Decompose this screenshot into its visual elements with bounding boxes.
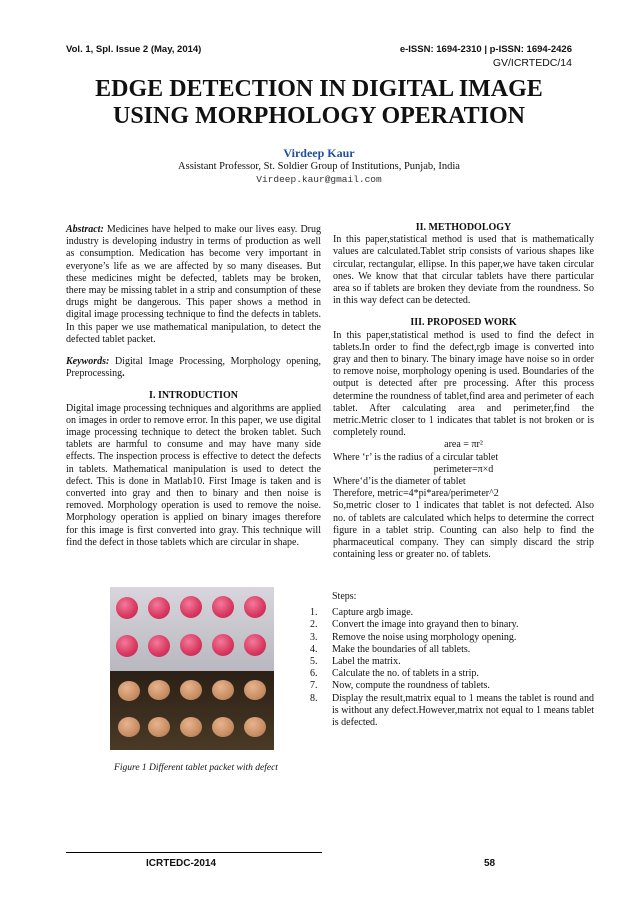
step-number: 6. [310,668,318,680]
brown-tablet [148,717,170,737]
pink-tablet [180,634,202,656]
left-column [66,224,321,549]
methodology-heading: II. METHODOLOGY [415,222,512,233]
step-text: Display the result,matrix equal to 1 means the tablet is round and is without any defect.However,matrix not equal to 1 means tablet is defected. [332,692,594,729]
step-text: Now, compute the roundness of tablets. [332,680,490,692]
proposed-text: In this paper,statistical method is used to find the defect in tablets.In order to find the defect,rgb image is converted into gray and then to binary. The binary image have noise so in order to remove noise, morphology opening is used. Boundaries of the output is detected after pre processing. After this process determine the roundness of tablet,find area and perimeter of each tablet. After calculating area and perimeter,find the metric.Metric closer to 1 indicates that tablet is not broken or is completely round. [333,329,594,439]
pink-tablet [212,596,234,618]
step-number: 8. [310,692,318,704]
steps-label: Steps: [332,591,357,602]
title-line-1: EDGE DETECTION IN DIGITAL IMAGE [95,76,543,102]
title-line-2: USING MORPHOLOGY OPERATION [112,103,526,129]
step-item [308,668,594,680]
right-column [333,222,594,561]
pink-tablet [116,597,138,619]
author-email[interactable]: Virdeep.kaur@gmail.com [256,174,382,185]
brown-tablet [118,717,140,737]
step-text: Label the matrix. [332,656,401,668]
brown-tablet [212,680,234,700]
diameter-note: Where‘d’is the diameter of tablet [333,476,466,488]
keywords [66,356,321,380]
intro-text: Digital image processing techniques and algorithms are applied on images in order to remove error. In this paper, we use digital image processing technique to detect the broken tablet. Such tablets are harmful to consume and may have many side effects. The inspection process is effective to detect the defects in tablets. Mathematical manipulation is used to detect the defect. This is done in Matlab10. First Image is taken and is converted into gray and then to binary and then noise is removed. Morphology operation is used to remove the noise. Morphology operation is applied on binary images therefore for this image is first converted into gray. This technique will find the defect in those tablets which are circular in shape. [66,402,321,548]
journal-issn: e-ISSN: 1694-2310 | p-ISSN: 1694-2426 [399,44,572,55]
pink-tablet [148,635,170,657]
footer-conference: ICRTEDC-2014 [146,858,217,869]
abstract-text: Medicines have helped to make our lives easy. Drug industry is developing industry in terms of production as well as consumption. Medication has become very important in everyone’s life as we are affected by so many diseases. But these medicines might be defected, tablets may be broken, there may be missing tablet in a strip and consumption of these drugs might be dangerous. This paper shows a method in digital image processing technique to find the defects in tablets. In this paper we use mathematical manipulation, to detect the defected tablet packet. [66,224,321,345]
step-item [308,656,594,668]
step-item [308,607,594,619]
footer-divider [66,852,322,853]
brown-tablet [212,717,234,737]
intro-heading: I. INTRODUCTION [149,390,238,402]
steps-items [308,607,594,729]
abstract-label: Abstract: [66,224,104,235]
perimeter-formula: perimeter=π×d [433,463,494,475]
step-number: 5. [310,656,318,668]
step-number: 4. [310,643,318,655]
step-item [308,693,594,730]
step-text: Calculate the no. of tablets in a strip. [332,668,479,680]
step-text: Remove the noise using morphology opening. [332,631,517,643]
author-name: Virdeep Kaur [283,146,355,160]
step-number: 1. [310,607,318,619]
journal-volume: Vol. 1, Spl. Issue 2 (May, 2014) [66,44,202,55]
step-text: Convert the image into grayand then to binary. [332,619,519,631]
proposed-heading: III. PROPOSED WORK [410,317,517,329]
brown-tablet [244,680,266,700]
step-number: 7. [310,680,318,692]
journal-code: GV/ICRTEDC/14 [492,57,572,69]
step-number: 3. [310,631,318,643]
step-item [308,619,594,631]
metric-formula: Therefore, metric=4*pi*area/perimeter^2 [333,488,499,500]
abstract [66,224,321,346]
pink-tablet [116,635,138,657]
brown-tablet-strip [110,671,274,750]
pink-tablet [180,596,202,618]
tablet-packet-figure [110,587,274,750]
area-formula: area = πr² [444,439,483,451]
paper-title [40,76,598,130]
author-affiliation: Assistant Professor, St. Soldier Group of Institutions, Punjab, India [178,161,460,172]
step-item [308,644,594,656]
brown-tablet [118,681,140,701]
pink-tablet [244,596,266,618]
proposed-conclusion: So,metric closer to 1 indicates that tablet is not defected. Also no. of tablets are calculated which helps to determine the correct figure in a tablet strip. Counting can also help to find the pharmaceutical company. They can simply discard the strip containing less or greater no. of tablets. [333,500,594,561]
step-text: Capture argb image. [332,607,414,619]
pink-tablet [212,634,234,656]
radius-note: Where ‘r’ is the radius of a circular tablet [333,451,499,463]
pink-tablet [244,634,266,656]
keywords-text: Digital Image Processing, Morphology opening, Preprocessing [66,356,321,380]
step-item [308,632,594,644]
step-item [308,680,594,692]
brown-tablet [180,717,202,737]
pink-tablet [148,597,170,619]
pink-tablet-strip [110,587,274,671]
step-text: Make the boundaries of all tablets. [332,643,471,655]
step-number: 2. [310,619,318,631]
brown-tablet [148,680,170,700]
figure-caption: Figure 1 Different tablet packet with defect [114,763,278,773]
brown-tablet [180,680,202,700]
keywords-label: Keywords: [66,356,110,368]
brown-tablet [244,717,266,737]
keywords-end: . [122,368,125,380]
steps-list [308,591,594,729]
methodology-text: In this paper,statistical method is used that is mathematically values are calculated.Tablet strip consists of various shapes like circular, rectangular, ellipse. In this paper,we have taken circular ones. We know that that circular tablets have there particular area so if tablets are broken they deviate from the roundness. So in this way defect can be detected. [333,234,594,307]
page-number: 58 [484,858,496,869]
